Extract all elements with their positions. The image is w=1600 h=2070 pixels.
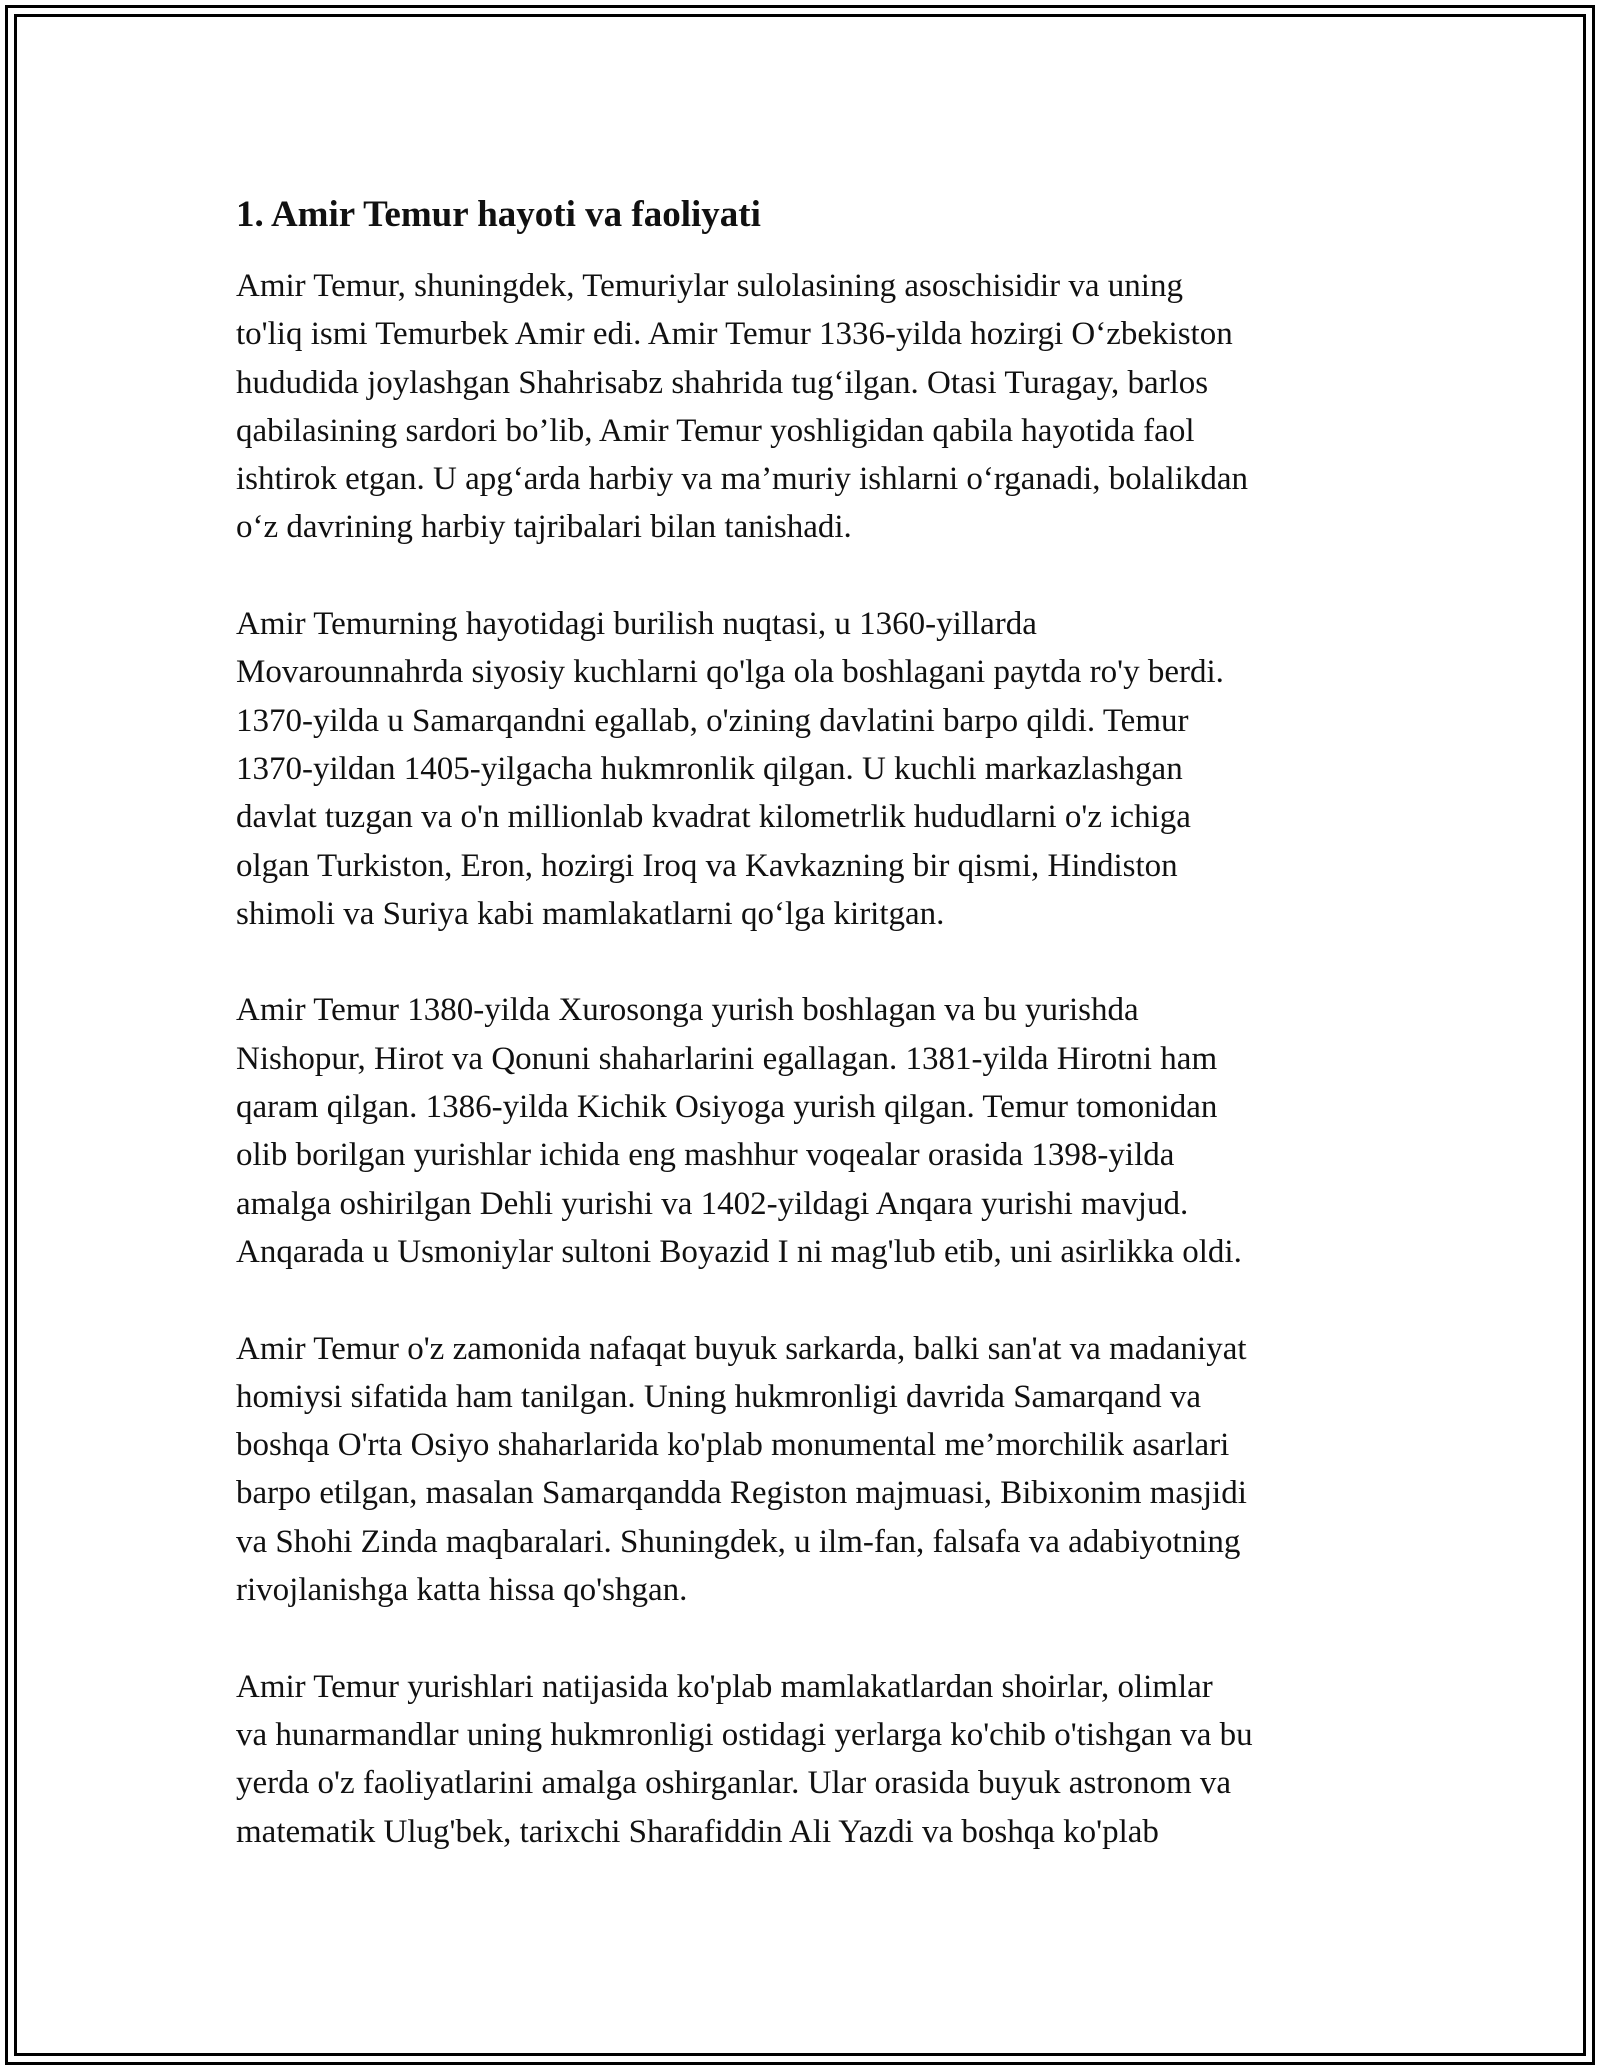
text-line: boshqa O'rta Osiyo shaharlarida ko'plab monumental me’morchilik asarlari <box>236 1427 1230 1464</box>
text-line: Nishopur, Hirot va Qonuni shaharlarini egallagan. 1381-yilda Hirotni ham <box>236 1040 1218 1077</box>
section-title: 1. Amir Temur hayoti va faoliyati <box>236 194 761 235</box>
text-line: Amir Temur 1380-yilda Xurosonga yurish boshlagan va bu yurishda <box>236 992 1139 1029</box>
text-line: homiysi sifatida ham tanilgan. Uning hukmronligi davrida Samarqand va <box>236 1378 1202 1415</box>
text-line: qabilasining sardori bo’lib, Amir Temur yoshligidan qabila hayotida faol <box>236 412 1195 449</box>
text-line: to'liq ismi Temurbek Amir edi. Amir Temur 1336-yilda hozirgi O‘zbekiston <box>236 316 1233 353</box>
text-line: Amir Temur yurishlari natijasida ko'plab mamlakatlardan shoirlar, olimlar <box>236 1668 1213 1705</box>
text-line: rivojlanishga katta hissa qo'shgan. <box>236 1572 688 1609</box>
text-line: ishtirok etgan. U apg‘arda harbiy va ma’muriy ishlarni o‘rganadi, bolalikdan <box>236 461 1249 498</box>
text-line: 1370-yildan 1405-yilgacha hukmronlik qilgan. U kuchli markazlashgan <box>236 750 1183 787</box>
text-line: olib borilgan yurishlar ichida eng mashhur voqealar orasida 1398-yilda <box>236 1137 1175 1174</box>
text-line: Amir Temur o'z zamonida nafaqat buyuk sarkarda, balki san'at va madaniyat <box>236 1330 1247 1367</box>
text-line: hududida joylashgan Shahrisabz shahrida tug‘ilgan. Otasi Turagay, barlos <box>236 364 1209 401</box>
text-line: qaram qilgan. 1386-yilda Kichik Osiyoga yurish qilgan. Temur tomonidan <box>236 1089 1218 1126</box>
text-line: Movarounnahrda siyosiy kuchlarni qo'lga ola boshlagani paytda ro'y berdi. <box>236 654 1224 691</box>
text-line: barpo etilgan, masalan Samarqandda Registon majmuasi, Bibixonim masjidi <box>236 1475 1247 1512</box>
text-line: matematik Ulug'bek, tarixchi Sharafiddin Ali Yazdi va boshqa ko'plab <box>236 1813 1159 1850</box>
text-line: shimoli va Suriya kabi mamlakatlarni qo‘lga kiritgan. <box>236 895 945 932</box>
paragraph-4 <box>236 1325 1386 1615</box>
text-line: olgan Turkiston, Eron, hozirgi Iroq va Kavkazning bir qismi, Hindiston <box>236 847 1178 884</box>
text-line: amalga oshirilgan Dehli yurishi va 1402-yildagi Anqara yurishi mavjud. <box>236 1185 1189 1222</box>
text-line: o‘z davrining harbiy tajribalari bilan tanishadi. <box>236 509 852 546</box>
text-line: va hunarmandlar uning hukmronligi ostidagi yerlarga ko'chib o'tishgan va bu <box>236 1716 1253 1753</box>
paragraph-5 <box>236 1663 1386 1856</box>
text-line: davlat tuzgan va o'n millionlab kvadrat kilometrlik hududlarni o'z ichiga <box>236 799 1191 836</box>
text-line: Anqarada u Usmoniylar sultoni Boyazid I ni mag'lub etib, uni asirlikka oldi. <box>236 1233 1242 1270</box>
text-line: va Shohi Zinda maqbaralari. Shuningdek, u ilm-fan, falsafa va adabiyotning <box>236 1523 1241 1560</box>
text-line: Amir Temurning hayotidagi burilish nuqtasi, u 1360-yillarda <box>236 606 1037 643</box>
paragraph-1 <box>236 262 1386 552</box>
text-line: Amir Temur, shuningdek, Temuriylar sulolasining asoschisidir va uning <box>236 268 1183 304</box>
paragraph-2 <box>236 600 1386 938</box>
text-line: 1370-yilda u Samarqandni egallab, o'zining davlatini barpo qildi. Temur <box>236 702 1189 739</box>
paragraph-3 <box>236 986 1386 1276</box>
text-line: yerda o'z faoliyatlarini amalga oshirganlar. Ular orasida buyuk astronom va <box>236 1765 1232 1802</box>
document-body <box>236 188 1386 1904</box>
